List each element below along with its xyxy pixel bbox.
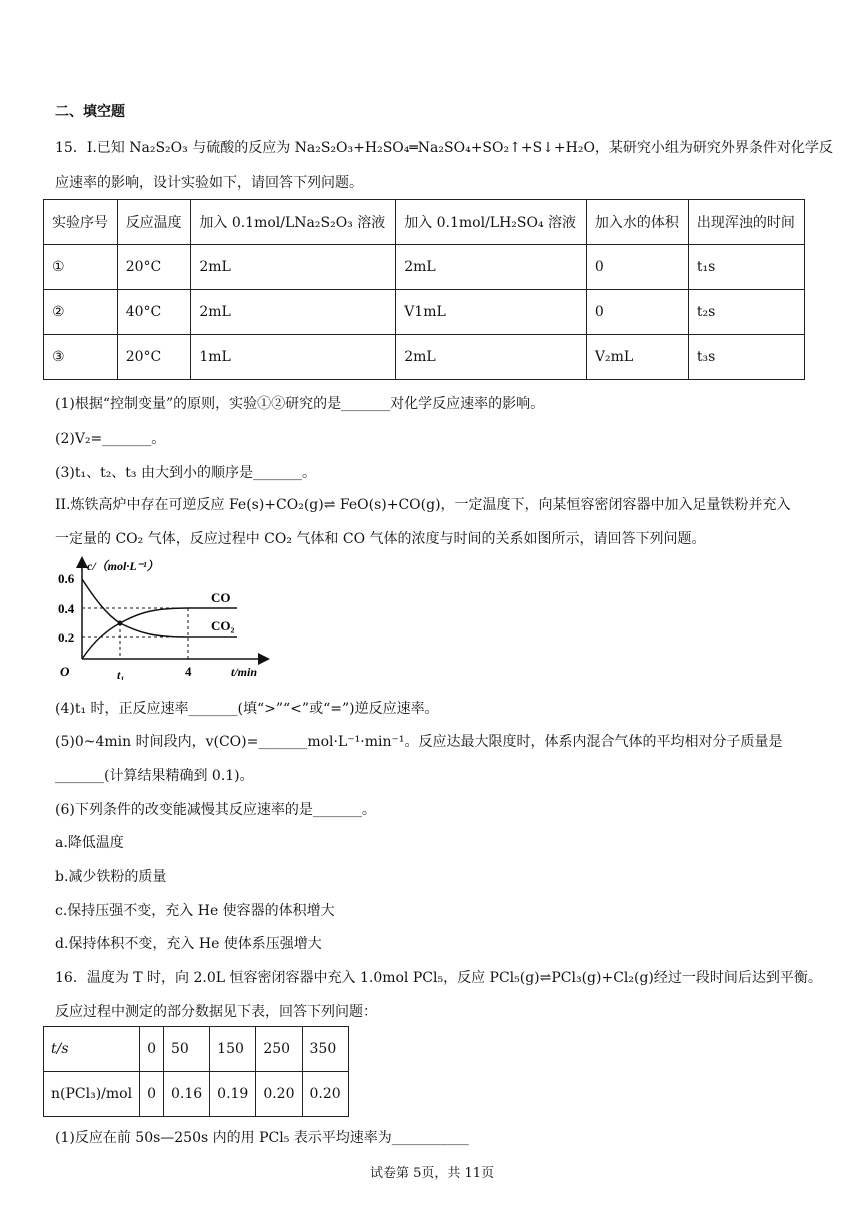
table-cell: 20°C [117,335,191,380]
table-header-cell: 反应温度 [117,200,191,245]
table-cell: 150 [210,1027,256,1072]
section-title: 二、填空题 [55,104,125,120]
table-header-cell: 加入 0.1mol/LH₂SO₄ 溶液 [396,200,587,245]
series-label-co: CO [211,590,231,605]
q15-sub5-line1: (5)0~4min 时间段内，v(CO)=_______mol·L⁻¹·min⁻¹。反应达最大限度时，体系内混合气体的平均相对分子质量是 [55,734,783,750]
y-tick-label: 0.2 [58,630,75,645]
table-cell: 1mL [191,335,396,380]
q15-sub3: (3)t₁、t₂、t₃ 由大到小的顺序是_______。 [55,465,316,481]
q15-intro-line1: 15．I.已知 Na₂S₂O₃ 与硫酸的反应为 Na₂S₂O₃+H₂SO₄═Na₂SO₄+SO₂↑+S↓+H₂O，某研究小组为研究外界条件对化学反 [55,140,833,156]
pcl3-data-table [43,1026,349,1117]
table-row [44,245,805,290]
y-tick-label: 0.6 [58,571,75,586]
table-cell: 50 [163,1027,209,1072]
table-cell: 0.16 [163,1072,209,1117]
q15-sub4: (4)t₁ 时，正反应速率_______(填“>”“<”或“=”)逆反应速率。 [55,701,439,717]
table-cell: ② [44,290,118,335]
page-footer: 试卷第 5页，共 11页 [370,1166,495,1181]
table-cell: n(PCl₃)/mol [44,1072,140,1117]
table-cell: 0 [140,1027,164,1072]
table-cell: ③ [44,335,118,380]
table-cell: V1mL [396,290,587,335]
table-cell: t₃s [688,335,804,380]
q15-sub6: (6)下列条件的改变能减慢其反应速率的是_______。 [55,802,376,818]
table-row [44,1027,349,1072]
intersection-point [118,621,123,626]
table-header-cell: 加入 0.1mol/LNa₂S₂O₃ 溶液 [191,200,396,245]
table-cell: t₁s [688,245,804,290]
q16-intro-line1: 16．温度为 T 时，向 2.0L 恒容密闭容器中充入 1.0mol PCl₅，反应 PCl₅(g)⇌PCl₃(g)+Cl₂(g)经过一段时间后达到平衡。 [55,970,822,986]
experiment-table [43,199,805,380]
table-cell: 250 [256,1027,302,1072]
table-cell: 0.20 [302,1072,348,1117]
concentration-time-chart [55,555,270,680]
series-co-line [82,608,237,659]
q16-sub1: (1)反应在前 50s—250s 内的用 PCl₅ 表示平均速率为___________ [55,1130,469,1146]
table-row [44,290,805,335]
table-row [44,335,805,380]
table-header-cell: 出现浑浊的时间 [688,200,804,245]
option-b: b.减少铁粉的质量 [55,869,167,885]
table-cell: 2mL [191,245,396,290]
option-c: c.保持压强不变，充入 He 使容器的体积增大 [55,903,335,919]
x-tick-label: t₁ [117,668,125,680]
q15-part2-line2: 一定量的 CO₂ 气体，反应过程中 CO₂ 气体和 CO 气体的浓度与时间的关系如图所示，请回答下列问题。 [55,531,706,547]
table-cell: t₂s [688,290,804,335]
table-cell: 0.20 [256,1072,302,1117]
x-tick-label-origin: O [60,664,70,679]
table-header-row [44,200,805,245]
y-axis-label: c/（mol·L⁻¹） [87,559,159,573]
q15-sub1: (1)根据“控制变量”的原则，实验①②研究的是_______对化学反应速率的影响。 [55,396,545,412]
table-header-cell: 实验序号 [44,200,118,245]
q15-intro-line2: 应速率的影响，设计实验如下，请回答下列问题。 [55,175,363,191]
table-cell: 0.19 [210,1072,256,1117]
table-cell: t/s [44,1027,140,1072]
x-axis-label: t/min [231,665,258,679]
option-d: d.保持体积不变，充入 He 使体系压强增大 [55,936,322,952]
y-tick-label: 0.4 [58,601,75,616]
table-cell: 40°C [117,290,191,335]
x-tick-label: 4 [185,664,192,679]
series-label-co2: CO₂ [211,618,235,633]
table-header-cell: 加入水的体积 [586,200,688,245]
q15-part2-line1: II.炼铁高炉中存在可逆反应 Fe(s)+CO₂(g)⇌ FeO(s)+CO(g)，一定温度下，向某恒容密闭容器中加入足量铁粉并充入 [55,497,791,513]
option-a: a.降低温度 [55,835,124,851]
table-cell: 0 [586,290,688,335]
table-cell: 2mL [191,290,396,335]
table-row [44,1072,349,1117]
table-cell: 20°C [117,245,191,290]
q15-sub5-line2: _______(计算结果精确到 0.1)。 [55,768,254,784]
q15-sub2: (2)V₂=_______。 [55,431,166,447]
table-cell: 0 [140,1072,164,1117]
table-cell: 350 [302,1027,348,1072]
table-cell: 2mL [396,245,587,290]
q16-intro-line2: 反应过程中测定的部分数据见下表，回答下列问题： [55,1004,377,1020]
table-cell: ① [44,245,118,290]
table-cell: V₂mL [586,335,688,380]
table-cell: 0 [586,245,688,290]
table-cell: 2mL [396,335,587,380]
